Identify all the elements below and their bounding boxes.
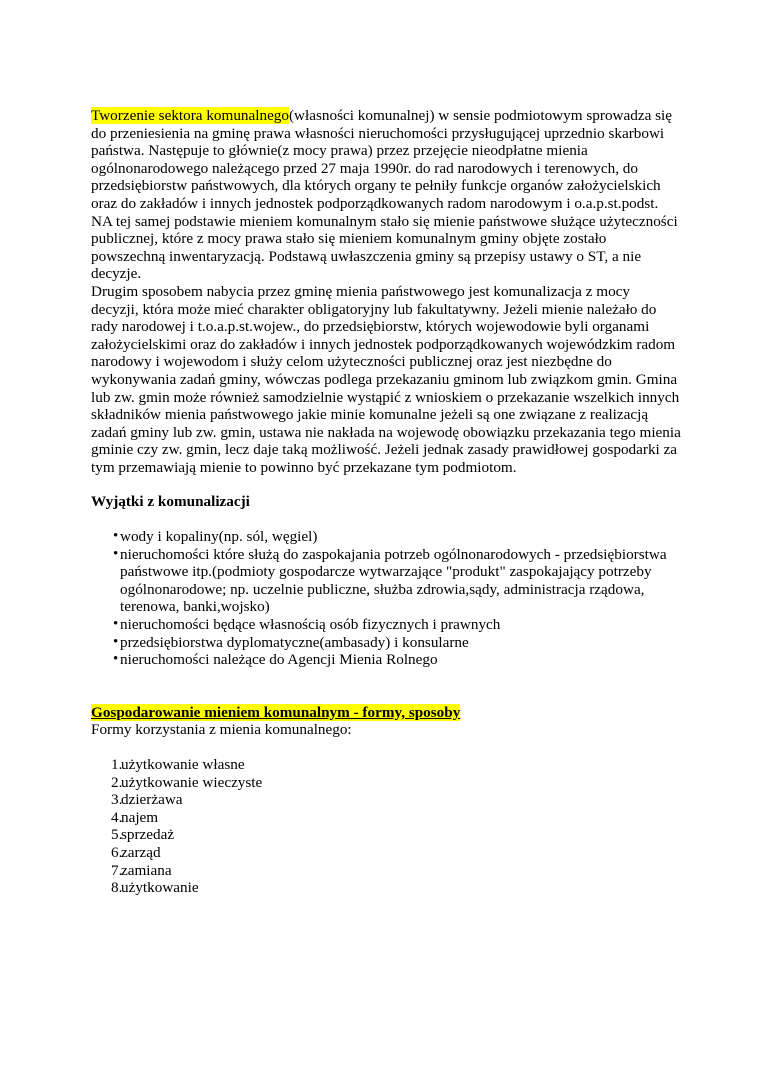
spacer	[91, 669, 681, 704]
bullet-icon: •	[113, 633, 119, 650]
list-item-number: 5.	[111, 826, 123, 844]
exceptions-list	[91, 528, 681, 669]
list-item-text: przedsiębiorstwa dyplomatyczne(ambasady) i konsularne	[120, 633, 469, 651]
list-item	[91, 826, 681, 844]
list-item-number: 4.	[111, 808, 123, 826]
spacer	[91, 739, 681, 756]
bullet-icon: •	[113, 616, 119, 633]
list-item-text: zamiana	[121, 861, 172, 879]
list-item-text: nieruchomości będące własnością osób fizycznych i prawnych	[120, 616, 501, 634]
list-item	[91, 844, 681, 862]
list-item	[91, 791, 681, 809]
section3-intro: Formy korzystania z mienia komunalnego:	[91, 721, 352, 739]
list-item	[91, 862, 681, 880]
section3-heading: Gospodarowanie mieniem komunalnym - formy, sposoby	[91, 703, 461, 721]
section3-heading-line	[91, 704, 681, 722]
list-item-text: użytkowanie wieczyste	[121, 773, 263, 791]
list-item-number: 3.	[111, 791, 123, 809]
list-item-text: sprzedaż	[121, 826, 175, 844]
list-item	[91, 879, 681, 897]
list-item	[91, 756, 681, 774]
bullet-icon: •	[113, 545, 119, 562]
spacer	[91, 511, 681, 528]
forms-list	[91, 756, 681, 897]
list-item-text: dzierżawa	[121, 791, 183, 809]
list-item-number: 1.	[111, 756, 123, 773]
list-item-text: wody i kopaliny(np. sól, węgiel)	[120, 528, 318, 546]
list-item	[91, 528, 681, 546]
list-item-number: 6.	[111, 843, 123, 861]
list-item	[91, 651, 681, 669]
section2-heading: Wyjątki z komunalizacji	[91, 493, 250, 511]
list-item	[91, 616, 681, 634]
list-item-text: zarząd	[121, 843, 161, 861]
document-page	[91, 107, 681, 897]
list-item-text: nieruchomości należące do Agencji Mienia Rolnego	[120, 651, 438, 669]
list-item-number: 7.	[111, 861, 123, 879]
section1-title: Tworzenie sektora komunalnego	[91, 107, 289, 124]
section1-lead: (własności komunalnej) w sensie podmiotowym sprowadza się do przeniesienia na gminę prawa własności nieruchomości przysługującej uprzednio skarbowi państwa. Następuje to głównie(z mocy prawa) przez przejęcie nieodpłatne mienia ogólnonarodowego należącego przed 27 maja 1990r. do rad narodowych i terenowych, do przedsiębiorstw państwowych, dla których organy te pełniły funkcje organów założycielskich oraz do zakładów i innych jednostek podporządkowanych radom narodowym i o.a.p.st.podst. NA tej samej podstawie mieniem komunalnym stało się mienie państwowe służące użyteczności publicznej, które z mocy prawa stało się mieniem komunalnym gminy objęte zostało powszechną inwentaryzacją. Podstawą uwłaszczenia gminy są przepisy ustawy o ST, a nie decyzje.	[91, 107, 678, 283]
section1-paragraph	[91, 107, 681, 283]
list-item-number: 8.	[111, 879, 123, 897]
list-item	[91, 774, 681, 792]
spacer	[91, 476, 681, 493]
list-item-text: nieruchomości które służą do zaspokajania potrzeb ogólnonarodowych - przedsiębiorstwa państwowe itp.(podmioty gospodarcze wytwarzające "produkt" zaspokajający potrzeby ogólnonarodowe; np. uczelnie publiczne, służba zdrowia,sądy, administracja rządowa, terenowa, banki,wojsko)	[120, 545, 667, 616]
list-item	[91, 809, 681, 827]
list-item-text: użytkowanie	[121, 879, 199, 897]
list-item-number: 2.	[111, 773, 123, 791]
bullet-icon: •	[113, 651, 119, 668]
list-item-text: najem	[121, 808, 159, 826]
list-item	[91, 546, 681, 616]
section1-paragraph-2: Drugim sposobem nabycia przez gminę mienia państwowego jest komunalizacja z mocy decyzji, która może mieć charakter obligatoryjny lub fakultatywny. Jeżeli mienie należało do rady narodowej i t.o.a.p.st.wojew., do przedsiębiorstw, których wojewodowie byli organami założycielskimi oraz do zakładów i innych jednostek podporządkowanych wojewódzkim radom narodowy i wojewodom i służy celom użyteczności publicznej oraz jest niezbędne do wykonywania zadań gminy, wówczas podlega przekazaniu gminom lub związkom gmin. Gmina lub zw. gmin może również samodzielnie wystąpić z wnioskiem o przekazanie wszelkich innych składników mienia państwowego jakie minie komunalne jeżeli są one związane z realizacją zadań gminy lub zw. gmin, ustawa nie nakłada na wojewodę obowiązku przekazania tego mienia gminie czy zw. gmin, lecz daje taką możliwość. Jeżeli jednak zasady prawidłowej gospodarki za tym przemawiają mienie to powinno być przekazane tym podmiotom.	[91, 282, 681, 476]
list-item	[91, 634, 681, 652]
list-item-text: użytkowanie własne	[121, 756, 245, 773]
bullet-icon: •	[113, 528, 119, 545]
